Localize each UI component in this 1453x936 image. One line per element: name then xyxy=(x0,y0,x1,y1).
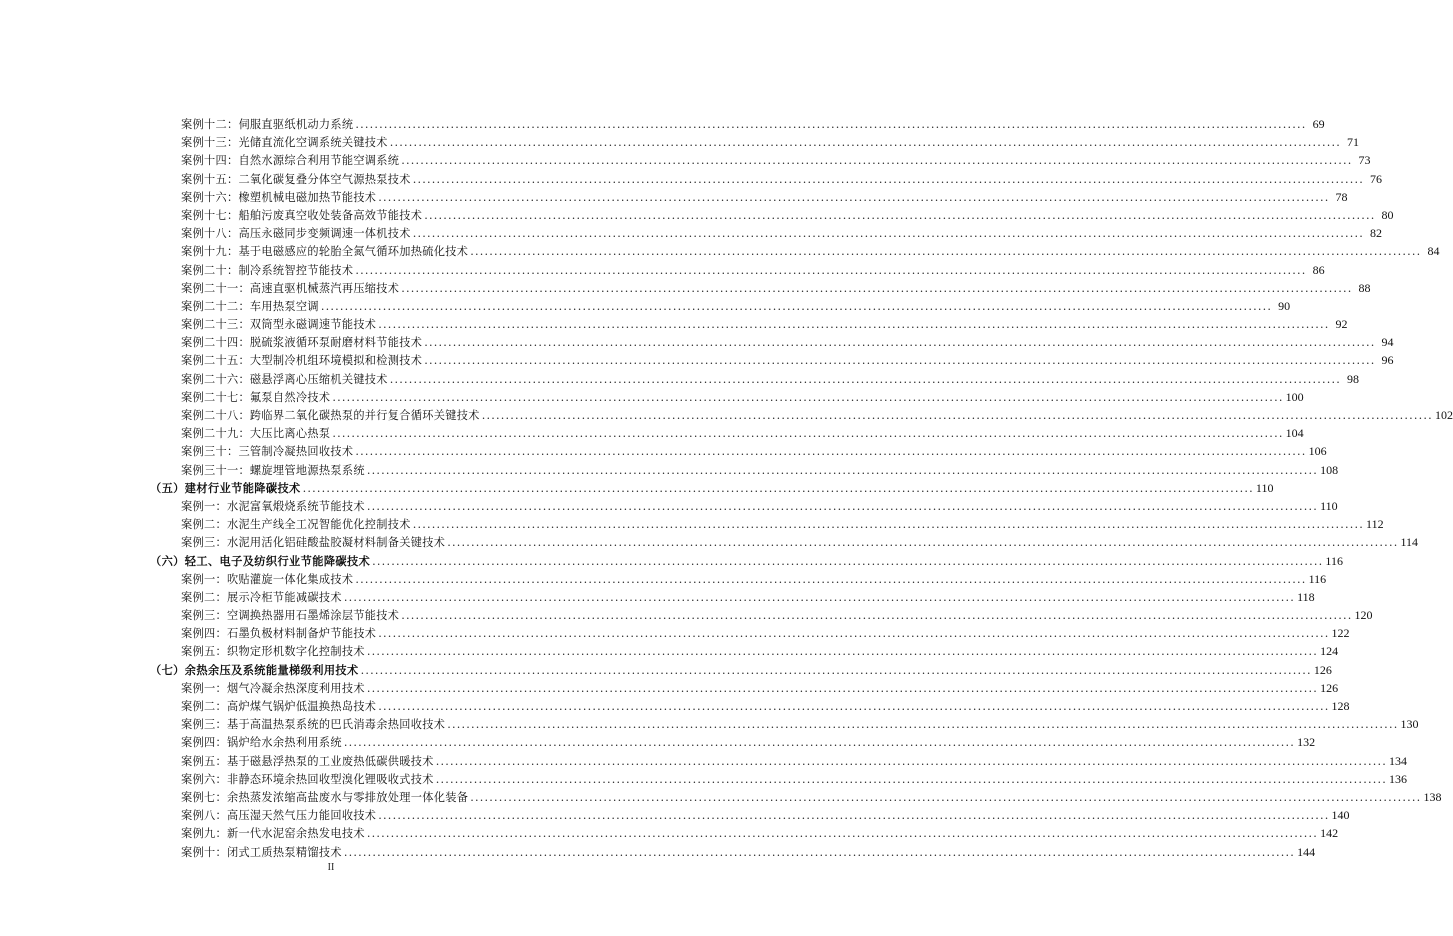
toc-case-entry[interactable] xyxy=(181,606,1373,624)
toc-case-entry[interactable] xyxy=(181,315,1348,333)
dot-leader: ........................................................................................................................................................................................................ xyxy=(378,809,1330,823)
toc-case-entry[interactable] xyxy=(181,497,1338,515)
dot-leader: ........................................................................................................................................................................................................ xyxy=(360,663,1312,677)
toc-case-entry[interactable] xyxy=(181,588,1315,606)
dot-leader: ........................................................................................................................................................................................................ xyxy=(378,318,1330,332)
toc-entry-title: 案例二十：制冷系统智控节能技术 xyxy=(181,263,354,277)
dot-leader: ........................................................................................................................................................................................................ xyxy=(366,463,1319,477)
toc-entry-title: 案例二：高炉煤气锅炉低温换热岛技术 xyxy=(181,700,377,713)
toc-entry-page: 118 xyxy=(1297,589,1315,604)
dot-leader: ........................................................................................................................................................................................................ xyxy=(355,445,1307,459)
dot-leader: ........................................................................................................................................................................................................ xyxy=(470,790,1422,804)
toc-entry-title: 案例二十七：氟泵自然冷技术 xyxy=(181,390,331,404)
dot-leader: ........................................................................................................................................................................................................ xyxy=(372,554,1324,568)
toc-entry-page: 142 xyxy=(1320,826,1339,841)
toc-case-entry[interactable] xyxy=(181,570,1327,588)
dot-leader: ........................................................................................................................................................................................................ xyxy=(424,354,1376,368)
dot-leader: ........................................................................................................................................................................................................ xyxy=(355,118,1307,131)
toc-entry-page: 82 xyxy=(1370,226,1383,241)
toc-entry-page: 94 xyxy=(1381,335,1394,350)
toc-entry-title: 案例二十三：双筒型永磁调速节能技术 xyxy=(181,318,377,332)
toc-case-entry[interactable] xyxy=(181,188,1348,206)
toc-entry-title: （五）建材行业节能降碳技术 xyxy=(150,480,301,495)
page-number: II xyxy=(327,862,335,873)
toc-case-entry[interactable] xyxy=(181,733,1316,751)
dot-leader: ........................................................................................................................................................................................................ xyxy=(343,590,1296,604)
toc-entry-title: 案例五：基于磁悬浮热泵的工业废热低碳供暖技术 xyxy=(181,754,434,768)
dot-leader: ........................................................................................................................................................................................................ xyxy=(302,481,1254,495)
toc-case-entry[interactable] xyxy=(181,824,1339,842)
dot-leader: ........................................................................................................................................................................................................ xyxy=(366,645,1319,659)
toc-entry-page: 90 xyxy=(1278,298,1291,313)
toc-entry-title: 案例十：闭式工质热泵精馏技术 xyxy=(181,845,342,859)
toc-section-entry[interactable] xyxy=(150,661,1332,679)
dot-leader: ........................................................................................................................................................................................................ xyxy=(366,681,1319,695)
toc-entry-page: 88 xyxy=(1358,280,1371,295)
toc-case-entry[interactable] xyxy=(181,279,1371,297)
toc-entry-page: 120 xyxy=(1354,608,1373,623)
toc-entry-page: 69 xyxy=(1312,117,1325,131)
dot-leader: ........................................................................................................................................................................................................ xyxy=(470,245,1422,259)
toc-entry-title: 案例一：吹贴灌旋一体化集成技术 xyxy=(181,572,354,586)
toc-entry-page: 114 xyxy=(1400,535,1419,550)
toc-case-entry[interactable] xyxy=(181,261,1325,279)
toc-entry-title: 案例十七：船舶污废真空收处装备高效节能技术 xyxy=(181,208,423,222)
toc-entry-page: 78 xyxy=(1335,189,1348,204)
toc-entry-page: 110 xyxy=(1255,480,1274,495)
toc-entry-page: 100 xyxy=(1285,389,1304,404)
toc-entry-page: 80 xyxy=(1381,207,1394,222)
dot-leader: ........................................................................................................................................................................................................ xyxy=(343,845,1296,859)
toc-entry-title: 案例二十六：磁悬浮离心压缩机关键技术 xyxy=(181,372,388,386)
toc-entry-page: 122 xyxy=(1331,626,1350,641)
toc-case-entry[interactable] xyxy=(181,788,1442,806)
toc-entry-title: 案例三：空调换热器用石墨烯涂层节能技术 xyxy=(181,609,400,623)
dot-leader: ........................................................................................................................................................................................................ xyxy=(435,772,1387,786)
toc-case-entry[interactable] xyxy=(181,424,1304,442)
toc-case-entry[interactable] xyxy=(181,351,1394,369)
toc-entry-page: 71 xyxy=(1347,135,1360,150)
toc-entry-page: 116 xyxy=(1325,553,1343,568)
toc-entry-page: 110 xyxy=(1320,498,1338,513)
toc-entry-title: 案例六：非静态环境余热回收型溴化锂吸收式技术 xyxy=(181,772,434,786)
toc-entry-title: 案例二十五：大型制冷机组环境模拟和检测技术 xyxy=(181,354,423,368)
toc-entry-page: 140 xyxy=(1331,808,1350,823)
dot-leader: ........................................................................................................................................................................................................ xyxy=(401,609,1353,623)
toc-entry-page: 84 xyxy=(1427,244,1440,259)
toc-entry-title: 案例五：织物定形机数字化控制技术 xyxy=(181,645,365,659)
toc-case-entry[interactable] xyxy=(181,115,1325,133)
toc-entry-title: 案例十二：伺服直驱纸机动力系统 xyxy=(181,118,354,131)
toc-entry-page: 130 xyxy=(1400,717,1419,732)
toc-entry-page: 134 xyxy=(1388,753,1407,768)
toc-entry-title: 案例十九：基于电磁感应的轮胎全氮气循环加热硫化技术 xyxy=(181,245,469,259)
toc-entry-title: 案例二十四：脱硫浆液循环泵耐磨材料节能技术 xyxy=(181,336,423,350)
toc-case-entry[interactable] xyxy=(181,679,1339,697)
toc-entry-page: 126 xyxy=(1313,662,1332,677)
toc-case-entry[interactable] xyxy=(181,642,1339,660)
dot-leader: ........................................................................................................................................................................................................ xyxy=(435,754,1387,768)
dot-leader: ........................................................................................................................................................................................................ xyxy=(389,136,1342,150)
toc-entry-title: 案例三：水泥用活化铝硅酸盐胶凝材料制备关键技术 xyxy=(181,536,446,550)
toc-entry-page: 102 xyxy=(1434,408,1453,422)
toc-entry-title: 案例十五：二氧化碳复叠分体空气源热泵技术 xyxy=(181,172,411,186)
dot-leader: ........................................................................................................................................................................................................ xyxy=(378,700,1330,713)
toc-entry-page: 108 xyxy=(1320,462,1339,477)
dot-leader: ........................................................................................................................................................................................................ xyxy=(412,227,1365,241)
toc-entry-title: （七）余热余压及系统能量梯级利用技术 xyxy=(150,662,359,677)
dot-leader: ........................................................................................................................................................................................................ xyxy=(378,190,1330,204)
toc-entry-page: 136 xyxy=(1388,771,1407,786)
dot-leader: ........................................................................................................................................................................................................ xyxy=(389,372,1342,386)
dot-leader: ........................................................................................................................................................................................................ xyxy=(401,154,1353,168)
toc-entry-title: 案例三：基于高温热泵系统的巴氏消毒余热回收技术 xyxy=(181,718,446,732)
dot-leader: ........................................................................................................................................................................................................ xyxy=(355,263,1307,277)
toc-entry-page: 138 xyxy=(1423,789,1442,804)
dot-leader: ........................................................................................................................................................................................................ xyxy=(332,427,1284,441)
toc-entry-page: 92 xyxy=(1335,317,1348,332)
toc-case-entry[interactable] xyxy=(181,715,1419,733)
toc-entry-page: 106 xyxy=(1308,444,1327,459)
toc-entry-title: 案例八：高压湿天然气压力能回收技术 xyxy=(181,809,377,823)
toc-case-entry[interactable] xyxy=(181,406,1453,424)
toc-entry-title: 案例十六：橡塑机械电磁加热节能技术 xyxy=(181,190,377,204)
toc-entry-page: 128 xyxy=(1331,699,1350,713)
toc-entry-page: 144 xyxy=(1297,844,1316,859)
toc-case-entry[interactable] xyxy=(181,624,1350,642)
toc-entry-title: 案例四：锅炉给水余热利用系统 xyxy=(181,736,342,750)
dot-leader: ........................................................................................................................................................................................................ xyxy=(412,172,1365,186)
toc-entry-page: 132 xyxy=(1297,735,1316,750)
toc-case-entry[interactable] xyxy=(181,133,1360,151)
dot-leader: ........................................................................................................................................................................................................ xyxy=(412,518,1365,532)
toc-case-entry[interactable] xyxy=(181,770,1407,788)
toc-entry-title: 案例一：烟气冷凝余热深度利用技术 xyxy=(181,681,365,695)
toc-case-entry[interactable] xyxy=(181,806,1350,824)
dot-leader: ........................................................................................................................................................................................................ xyxy=(355,572,1307,586)
dot-leader: ........................................................................................................................................................................................................ xyxy=(447,536,1399,550)
toc-case-entry[interactable] xyxy=(181,515,1384,533)
toc-entry-page: 73 xyxy=(1358,153,1371,168)
toc-entry-title: 案例二：水泥生产线全工况智能优化控制技术 xyxy=(181,518,411,532)
dot-leader: ........................................................................................................................................................................................................ xyxy=(481,409,1433,422)
toc-entry-page: 112 xyxy=(1366,517,1384,532)
toc-case-entry[interactable] xyxy=(181,224,1383,242)
toc-entry-page: 76 xyxy=(1370,171,1383,186)
toc-entry-page: 86 xyxy=(1312,262,1325,277)
dot-leader: ........................................................................................................................................................................................................ xyxy=(424,336,1376,350)
toc-entry-title: 案例二十二：车用热泵空调 xyxy=(181,299,319,313)
toc-case-entry[interactable] xyxy=(181,533,1419,551)
toc-entry-title: 案例十三：光储直流化空调系统关键技术 xyxy=(181,136,388,150)
toc-entry-title: 案例四：石墨负极材料制备炉节能技术 xyxy=(181,627,377,641)
toc-case-entry[interactable] xyxy=(181,370,1360,388)
toc-case-entry[interactable] xyxy=(181,461,1339,479)
dot-leader: ........................................................................................................................................................................................................ xyxy=(424,208,1376,222)
toc-entry-title: 案例一：水泥富氧煅烧系统节能技术 xyxy=(181,499,365,513)
toc-section-entry[interactable] xyxy=(150,479,1274,497)
dot-leader: ........................................................................................................................................................................................................ xyxy=(366,827,1319,841)
toc-case-entry[interactable] xyxy=(181,697,1350,715)
dot-leader: ........................................................................................................................................................................................................ xyxy=(447,718,1399,732)
toc-section-entry[interactable] xyxy=(150,552,1343,570)
dot-leader: ........................................................................................................................................................................................................ xyxy=(401,281,1353,295)
dot-leader: ........................................................................................................................................................................................................ xyxy=(320,299,1273,313)
toc-entry-title: 案例二十一：高速直驱机械蒸汽再压缩技术 xyxy=(181,281,400,295)
toc-entry-title: 案例十四：自然水源综合利用节能空调系统 xyxy=(181,154,400,168)
toc-entry-title: 案例三十一：螺旋埋管地源热泵系统 xyxy=(181,463,365,477)
dot-leader: ........................................................................................................................................................................................................ xyxy=(378,627,1330,641)
toc-entry-page: 98 xyxy=(1347,371,1360,386)
toc-case-entry[interactable] xyxy=(181,843,1316,861)
toc-entry-page: 96 xyxy=(1381,353,1394,368)
toc-entry-title: 案例三十：三管制冷凝热回收技术 xyxy=(181,445,354,459)
toc-entry-page: 126 xyxy=(1320,680,1339,695)
toc-entry-title: 案例九：新一代水泥窑余热发电技术 xyxy=(181,827,365,841)
toc-entry-title: 案例十八：高压永磁同步变频调速一体机技术 xyxy=(181,227,411,241)
dot-leader: ........................................................................................................................................................................................................ xyxy=(343,736,1296,750)
toc-entry-page: 124 xyxy=(1320,644,1339,659)
toc-case-entry[interactable] xyxy=(181,151,1371,169)
toc-case-entry[interactable] xyxy=(181,752,1407,770)
toc-entry-page: 116 xyxy=(1308,571,1327,586)
toc-case-entry[interactable] xyxy=(181,170,1383,188)
toc-case-entry[interactable] xyxy=(181,388,1304,406)
toc-entry-title: （六）轻工、电子及纺织行业节能降碳技术 xyxy=(150,553,371,568)
toc-entry-title: 案例二：展示冷柜节能减碳技术 xyxy=(181,590,342,604)
toc-entry-title: 案例二十八：跨临界二氧化碳热泵的并行复合循环关键技术 xyxy=(181,409,480,422)
toc-case-entry[interactable] xyxy=(181,206,1394,224)
toc-case-entry[interactable] xyxy=(181,442,1327,460)
toc-entry-title: 案例七：余热蒸发浓缩高盐废水与零排放处理一体化装备 xyxy=(181,790,469,804)
toc-case-entry[interactable] xyxy=(181,333,1394,351)
toc-entry-title: 案例二十九：大压比离心热泵 xyxy=(181,427,331,441)
toc-case-entry[interactable] xyxy=(181,297,1291,315)
toc-case-entry[interactable] xyxy=(181,242,1440,260)
dot-leader: ........................................................................................................................................................................................................ xyxy=(332,390,1284,404)
dot-leader: ........................................................................................................................................................................................................ xyxy=(366,499,1319,513)
table-of-contents xyxy=(0,115,1453,861)
toc-entry-page: 104 xyxy=(1285,426,1304,441)
